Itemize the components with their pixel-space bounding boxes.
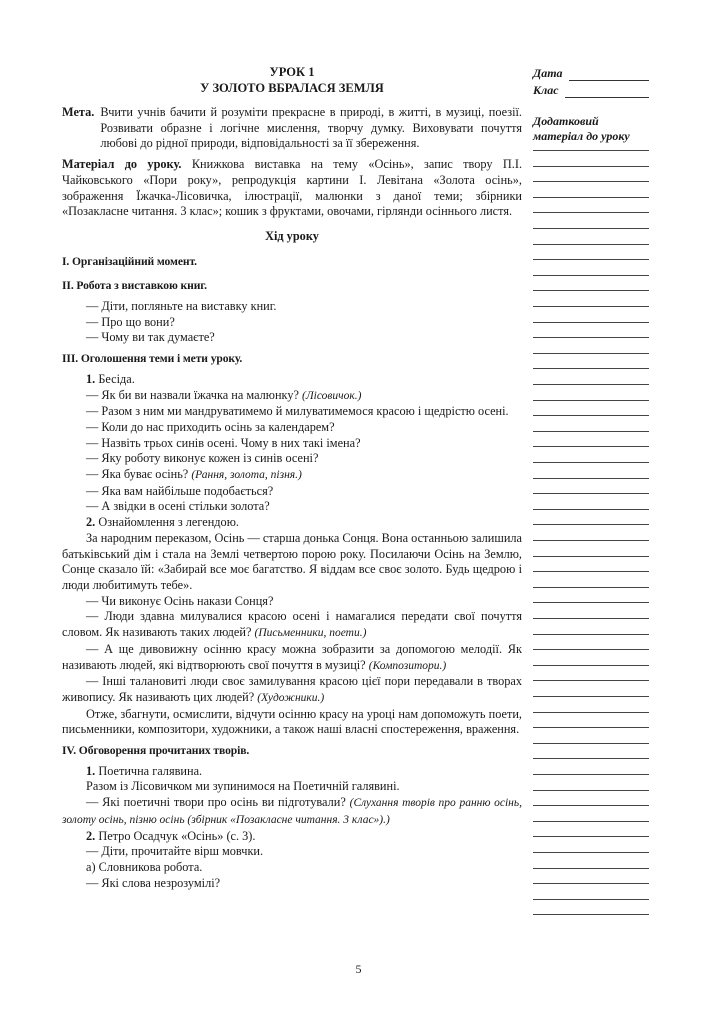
- date-row: [533, 64, 649, 81]
- note-line[interactable]: [533, 743, 649, 744]
- extra-label-line-2: матеріал до уроку: [533, 129, 630, 143]
- note-line[interactable]: [533, 540, 649, 541]
- s3-q10-text: — Люди здавна милувалися красою осені і намагалися передати свої почуття словом. Як називають таких людей?: [62, 609, 522, 640]
- note-line[interactable]: [533, 244, 649, 245]
- s4-question-3: — Які слова незрозумілі?: [86, 875, 221, 890]
- note-line[interactable]: [533, 836, 649, 837]
- note-line[interactable]: [533, 431, 649, 432]
- note-line[interactable]: [533, 524, 649, 525]
- note-line[interactable]: [533, 821, 649, 822]
- section-2-line-2: — Про що вони?: [86, 314, 175, 329]
- s3-q6-answer: (Рання, золота, пізня.): [191, 469, 302, 482]
- note-line[interactable]: [533, 322, 649, 323]
- course-heading: Хід уроку: [265, 228, 319, 243]
- s4-item-2: [62, 829, 522, 845]
- s3-q1-text: — Як би ви назвали їжачка на малюнку?: [86, 387, 299, 402]
- material-block: [62, 157, 522, 220]
- note-line[interactable]: [533, 150, 649, 151]
- s3-question-8: — А звідки в осені стільки золота?: [86, 499, 270, 514]
- s3-question-12: [62, 674, 522, 706]
- section-2-line-1: — Діти, погляньте на виставку книг.: [86, 299, 277, 314]
- s4-question-1: [62, 795, 522, 828]
- date-label: Дата: [533, 66, 563, 80]
- s3-q6-text: — Яка буває осінь?: [86, 467, 189, 482]
- note-line[interactable]: [533, 290, 649, 291]
- s3-question-6: [62, 467, 522, 484]
- s4-question-2: — Діти, прочитайте вірш мовчки.: [86, 844, 264, 859]
- note-line[interactable]: [533, 727, 649, 728]
- s3-item-1-num: 1.: [86, 371, 96, 386]
- note-line[interactable]: [533, 306, 649, 307]
- s4-subitem-a: а) Словникова робота.: [86, 859, 203, 874]
- s3-question-5: — Яку роботу виконує кожен із синів осені?: [86, 451, 319, 466]
- s3-q11-text: — А ще дивовижну осінню красу можна зобразити за допомогою мелодії. Як називають людей, які відтворюють свої почуття в музиці?: [62, 641, 522, 672]
- goal-text: Вчити учнів бачити й розуміти прекрасне в природі, в житті, в музиці, поезії. Розвивати образне і логічне мислення, творчу думку. Виховувати почуття любові до рідної природи, відповідальності за її збереження.: [100, 105, 522, 151]
- lesson-title: У ЗОЛОТО ВБРАЛАСЯ ЗЕМЛЯ: [200, 81, 384, 95]
- s3-q1-answer: (Лісовичок.): [302, 389, 362, 402]
- note-line[interactable]: [533, 509, 649, 510]
- s3-item-2-num: 2.: [86, 515, 96, 530]
- section-3-heading: III. Оголошення теми і мети уроку.: [62, 352, 243, 366]
- s3-question-7: — Яка вам найбільше подобається?: [86, 483, 274, 498]
- goal-label: Мета.: [62, 105, 95, 119]
- s4-paragraph-1: Разом із Лісовичком ми зупинимося на Поетичній галявині.: [86, 779, 400, 794]
- s4-item-1-num: 1.: [86, 763, 96, 778]
- s3-legend: За народним переказом, Осінь — старша донька Сонця. Вона останньою залишила батьківський дім і стала на Землі четвертою порою року. Посилаючи Осінь на Землю, Сонце сказало їй: «Забирай все моє багатство. Я віддам все своє золото. Будь щедрою і люди любитимуть тебе».: [62, 530, 522, 592]
- extra-label-line-1: Додатковий: [533, 114, 599, 128]
- class-row: [533, 81, 649, 98]
- note-line[interactable]: [533, 852, 649, 853]
- note-line[interactable]: [533, 696, 649, 697]
- s3-q10-answer: (Письменники, поети.): [254, 627, 367, 640]
- s3-q12-text: — Інші талановиті люди своє замилування красою цієї пори передавали в творах живопису. Як називають цих людей?: [62, 674, 522, 704]
- note-line[interactable]: [533, 774, 649, 775]
- note-line[interactable]: [533, 353, 649, 354]
- note-line[interactable]: [533, 914, 649, 915]
- s3-question-1: [62, 388, 522, 405]
- note-line[interactable]: [533, 556, 649, 557]
- s3-item-2: [62, 515, 522, 531]
- s3-item-1-text: Бесіда.: [98, 371, 135, 386]
- page-number: 5: [355, 962, 362, 976]
- s3-q12-answer: (Художники.): [257, 691, 325, 704]
- s3-item-2-text: Ознайомлення з легендою.: [98, 515, 239, 530]
- note-line[interactable]: [533, 680, 649, 681]
- section-2-heading: II. Робота з виставкою книг.: [62, 279, 207, 293]
- note-line[interactable]: [533, 634, 649, 635]
- note-line[interactable]: [533, 899, 649, 900]
- note-line[interactable]: [533, 368, 649, 369]
- s4-item-1: [62, 764, 522, 780]
- lesson-number: УРОК 1: [269, 65, 315, 79]
- note-line[interactable]: [533, 197, 649, 198]
- note-line[interactable]: [533, 587, 649, 588]
- notes-sidebar: [533, 64, 649, 144]
- note-line[interactable]: [533, 446, 649, 447]
- note-line[interactable]: [533, 883, 649, 884]
- note-line[interactable]: [533, 212, 649, 213]
- note-line[interactable]: [533, 384, 649, 385]
- section-1-heading: I. Організаційний момент.: [62, 254, 197, 268]
- s3-question-9: — Чи виконує Осінь накази Сонця?: [86, 593, 274, 608]
- s3-item-1: [62, 372, 522, 388]
- section-4-heading: IV. Обговорення прочитаних творів.: [62, 744, 250, 758]
- note-line[interactable]: [533, 571, 649, 572]
- note-line[interactable]: [533, 478, 649, 479]
- extra-material-label: [533, 114, 649, 144]
- s4-item-2-text: Петро Осадчук «Осінь» (с. 3).: [98, 828, 256, 843]
- note-line[interactable]: [533, 415, 649, 416]
- goal-block: [62, 105, 522, 152]
- note-line[interactable]: [533, 166, 649, 167]
- note-line[interactable]: [533, 649, 649, 650]
- note-line[interactable]: [533, 181, 649, 182]
- s4-item-1-text: Поетична галявина.: [98, 763, 203, 778]
- note-line[interactable]: [533, 602, 649, 603]
- s3-summary: Отже, збагнути, осмислити, відчути осінню красу на уроці нам допоможуть поети, письменники, композитори, художники, а також наші власні спостереження, враження.: [62, 706, 522, 737]
- note-line[interactable]: [533, 805, 649, 806]
- note-line[interactable]: [533, 228, 649, 229]
- note-line[interactable]: [533, 618, 649, 619]
- material-text: Книжкова виставка на тему «Осінь», запис твору П.І. Чайковського «Пори року», репродукція картини І. Левітана «Золота осінь», зображення Їжачка-Лісовичка, ілюстрації, малюнки з даної теми; збірники «Позакласне читання. 3 клас»; кошик з фруктами, овочами, гірлянди осіннього листя.: [62, 157, 523, 219]
- s3-q11-answer: (Композитори.): [368, 659, 447, 672]
- material-label: Матеріал до уроку.: [62, 157, 182, 172]
- note-line[interactable]: [533, 275, 649, 276]
- section-2-line-3: — Чому ви так думаєте?: [86, 330, 215, 345]
- class-label: Клас: [533, 83, 559, 97]
- s4-q1-text: — Які поетичні твори про осінь ви підготували?: [86, 795, 346, 810]
- s3-question-2: — Разом з ним ми мандруватимемо й милуватимемося красою і щедрістю осені.: [86, 404, 509, 419]
- s4-item-2-num: 2.: [86, 828, 96, 843]
- note-line[interactable]: [533, 337, 649, 338]
- note-line[interactable]: [533, 790, 649, 791]
- date-field[interactable]: [569, 68, 649, 81]
- note-line[interactable]: [533, 712, 649, 713]
- class-field[interactable]: [565, 85, 649, 98]
- lesson-body: [62, 64, 522, 891]
- note-line[interactable]: [533, 462, 649, 463]
- s3-question-11: [62, 642, 522, 674]
- note-line[interactable]: [533, 758, 649, 759]
- s3-question-10: [62, 609, 522, 641]
- s4-q1-answer: (Слухання творів про ранню осінь, золоту осінь, пізню осінь (збірник «Позакласне читання. 3 клас»).): [62, 797, 522, 826]
- note-line[interactable]: [533, 665, 649, 666]
- note-line[interactable]: [533, 259, 649, 260]
- s3-question-3: — Коли до нас приходить осінь за календарем?: [86, 419, 335, 434]
- note-line[interactable]: [533, 868, 649, 869]
- s3-question-4: — Назвіть трьох синів осені. Чому в них такі імена?: [86, 435, 361, 450]
- note-line[interactable]: [533, 493, 649, 494]
- note-line[interactable]: [533, 400, 649, 401]
